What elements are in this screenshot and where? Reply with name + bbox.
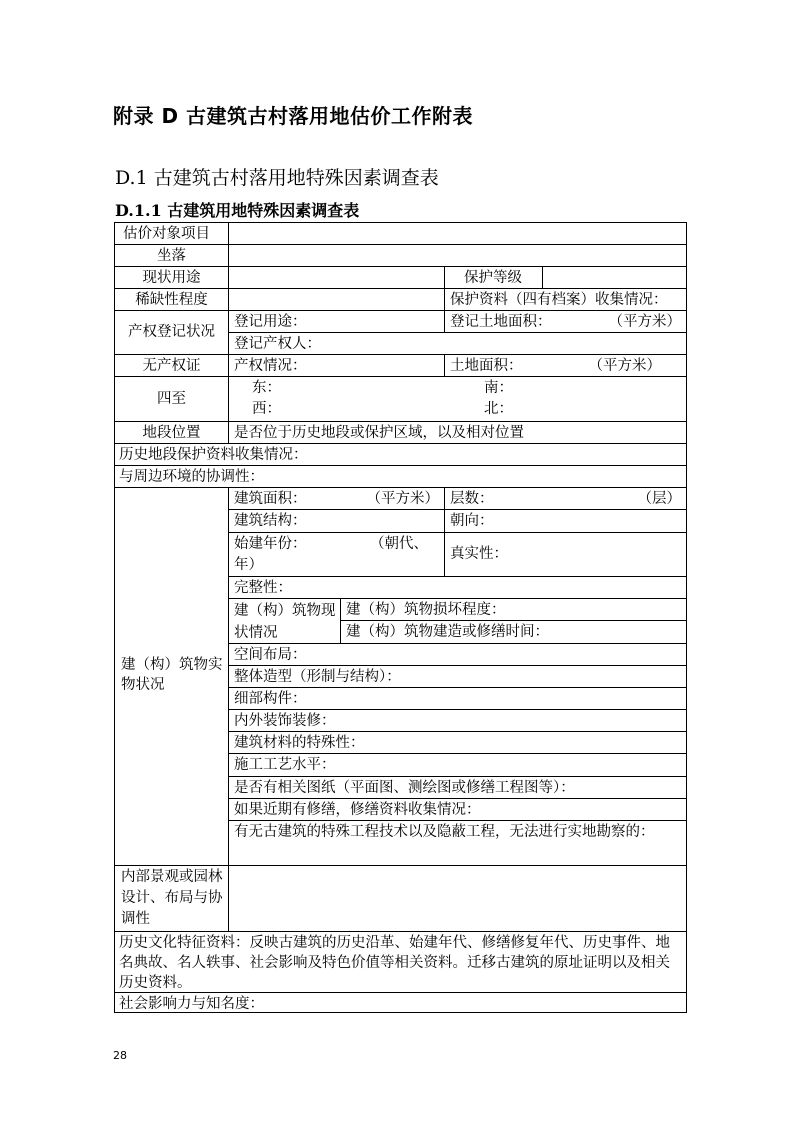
label-north: 北：	[484, 401, 513, 417]
label-floor-area: 建筑面积：	[234, 491, 307, 507]
label-historic-data: 历史地段保护资料收集情况：	[119, 447, 308, 463]
label-hidden-works: 有无古建筑的特殊工程技术以及隐蔽工程，无法进行实地勘察的：	[234, 824, 655, 840]
label-current-condition: 建（构）筑物现状情况	[234, 603, 336, 641]
label-year-built: 始建年份：	[234, 536, 307, 552]
label-orientation: 朝向：	[450, 513, 494, 529]
section-title: D.1 古建筑古村落用地特殊因素调查表	[115, 167, 439, 189]
value-plot-position: 是否位于历史地段或保护区域，以及相对位置	[234, 425, 524, 441]
label-overall-form: 整体造型（形制与结构）：	[234, 669, 401, 685]
label-drawings: 是否有相关图纸（平面图、测绘图或修缮工程图等）：	[234, 780, 575, 796]
unit-sqm-1: （平方米）	[608, 314, 681, 330]
label-coordination: 与周边环境的协调性：	[119, 469, 264, 485]
label-scarcity: 稀缺性程度	[135, 292, 208, 308]
label-location: 坐落	[157, 248, 186, 264]
label-registered-land-area: 登记土地面积：	[450, 314, 552, 330]
label-structure: 建筑结构：	[234, 513, 307, 529]
label-social-influence: 社会影响力与知名度：	[119, 996, 264, 1012]
unit-sqm-2: （平方米）	[588, 358, 661, 374]
label-integrity: 完整性：	[234, 580, 292, 596]
label-protection-data: 保护资料（四有档案）收集情况：	[450, 292, 668, 308]
label-spatial-layout: 空间布局：	[234, 647, 307, 663]
label-damage-degree: 建（构）筑物损坏程度：	[346, 602, 506, 618]
label-landscape: 内部景观或园林设计、布局与协调性	[121, 869, 223, 927]
label-authenticity: 真实性：	[450, 546, 508, 562]
label-material-specialty: 建筑材料的特殊性：	[234, 735, 365, 751]
label-land-area: 土地面积：	[450, 358, 523, 374]
label-registered-use: 登记用途：	[234, 314, 307, 330]
label-building-status: 建（构）筑物实物状况	[121, 657, 223, 693]
subsection-title: D.1.1 古建筑用地特殊因素调查表	[115, 201, 360, 220]
label-current-use: 现状用途	[142, 270, 201, 286]
unit-sqm-3: （平方米）	[366, 491, 439, 507]
label-plot-position: 地段位置	[142, 425, 201, 441]
label-registered-owner: 登记产权人：	[234, 336, 321, 352]
unit-storeys: （层）	[637, 491, 681, 507]
label-craft-level: 施工工艺水平：	[234, 757, 336, 773]
page-number: 28	[113, 1049, 127, 1062]
unit-year-built: （朝代、年）	[234, 536, 428, 573]
label-west: 西：	[252, 401, 281, 417]
label-details: 细部构件：	[234, 691, 307, 707]
label-storeys: 层数：	[450, 491, 494, 507]
label-protection-level: 保护等级	[464, 270, 522, 286]
label-decoration: 内外装饰装修：	[234, 713, 336, 729]
label-repair-time: 建（构）筑物建造或修缮时间：	[346, 624, 549, 640]
label-project: 估价对象项目	[123, 226, 210, 242]
label-east: 东：	[252, 380, 281, 396]
label-boundaries: 四至	[157, 391, 186, 407]
appendix-title: 附录 D 古建筑古村落用地估价工作附表	[113, 104, 474, 128]
label-title-situation: 产权情况：	[234, 358, 307, 374]
label-recent-repair: 如果近期有修缮，修缮资料收集情况：	[234, 802, 481, 818]
label-title-registration: 产权登记状况	[128, 324, 215, 340]
survey-table	[114, 222, 687, 1013]
label-south: 南：	[484, 380, 513, 396]
label-cultural-data: 历史文化特征资料：反映古建筑的历史沿革、始建年代、修缮修复年代、历史事件、地名典故、名人轶事、社会影响及特色价值等相关资料。迁移古建筑的原址证明以及相关历史资料。	[119, 935, 670, 991]
label-no-title: 无产权证	[142, 358, 201, 374]
